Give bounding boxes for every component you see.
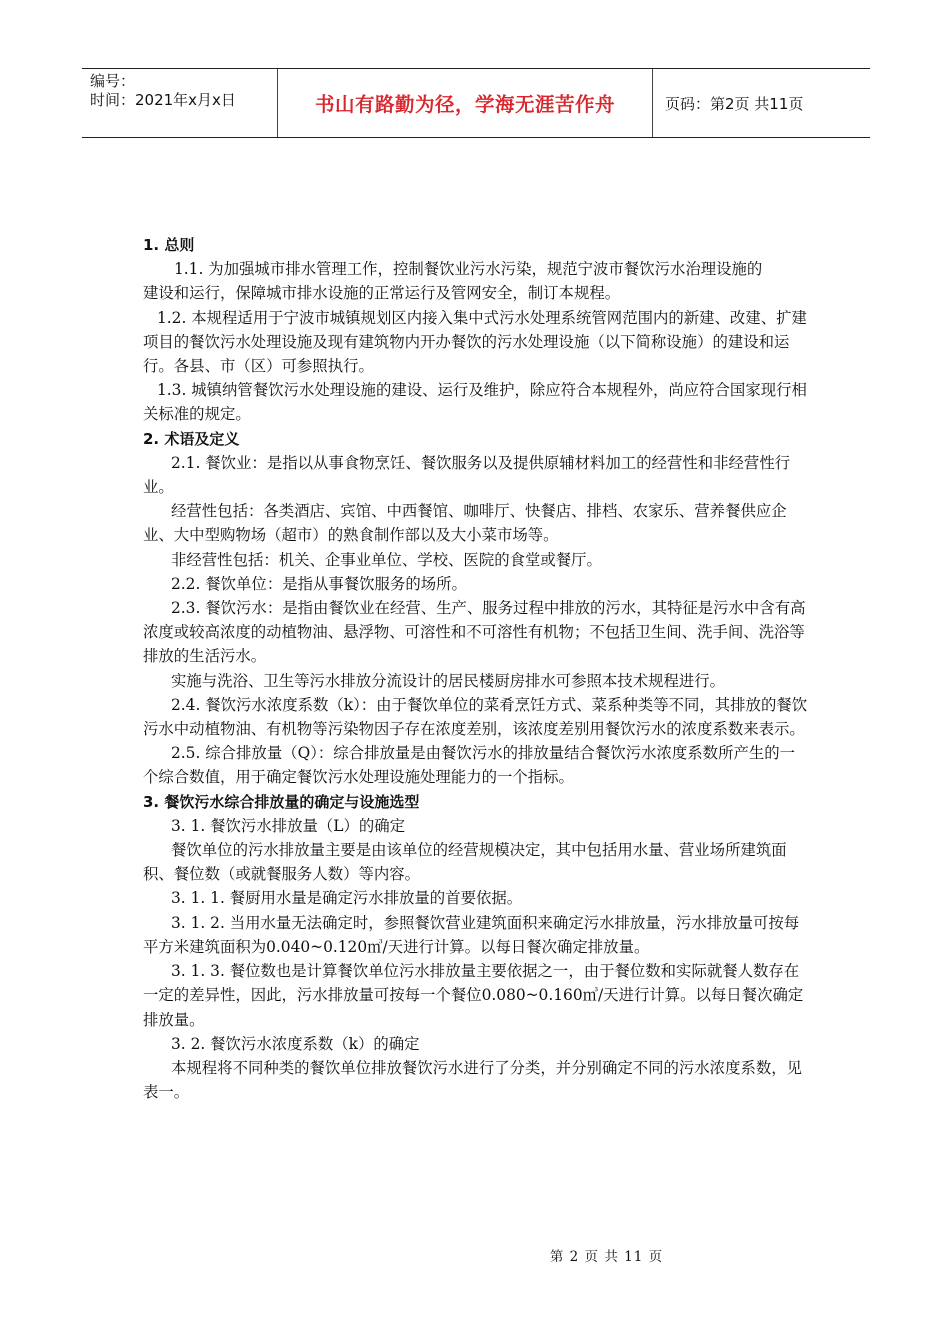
body-paragraph: 1.2. 本规程适用于宁波市城镇规划区内接入集中式污水处理系统管网范围内的新建、改建、扩建项目的餐饮污水处理设施及现有建筑物内开办餐饮的污水处理设施（以下简称设施）的建设和运行。各县、市（区）可参照执行。 (143, 308, 807, 376)
body-paragraph: 3. 1. 餐饮污水排放量（L）的确定 (171, 816, 406, 835)
header-meta (82, 69, 278, 137)
body-paragraph: 2.3. 餐饮污水：是指由餐饮业在经营、生产、服务过程中排放的污水，其特征是污水中含有高浓度或较高浓度的动植物油、悬浮物、可溶性和不可溶性有机物；不包括卫生间、洗手间、洗浴等排放的生活污水。 (143, 599, 806, 666)
section-heading: 2. 术语及定义 (143, 429, 240, 448)
page-footer: 第 2 页 共 11 页 (549, 1249, 664, 1265)
section-heading: 3. 餐饮污水综合排放量的确定与设施选型 (143, 792, 420, 811)
document-date: 时间：2021年x月x日 (90, 91, 236, 109)
body-paragraph: 3. 1. 3. 餐位数也是计算餐饮单位污水排放量主要依据之一，由于餐位数和实际就餐人数存在一定的差异性，因此，污水排放量可按每一个餐位0.080~0.160㎥/天进行计算。以每日餐次确定排放量。 (143, 962, 804, 1029)
page-header (82, 68, 870, 138)
document-number-label: 编号： (90, 72, 136, 90)
document-body (143, 233, 808, 1104)
body-paragraph: 实施与洗浴、卫生等污水排放分流设计的居民楼厨房排水可参照本技术规程进行。 (171, 671, 726, 690)
body-paragraph: 2.5. 综合排放量（Q）：综合排放量是由餐饮污水的排放量结合餐饮污水浓度系数所产生的一个综合数值，用于确定餐饮污水处理设施处理能力的一个指标。 (143, 744, 796, 787)
body-paragraph: 建设和运行，保障城市排水设施的正常运行及管网安全，制订本规程。 (143, 284, 621, 303)
body-paragraph: 非经营性包括：机关、企事业单位、学校、医院的食堂或餐厅。 (171, 550, 602, 569)
body-paragraph: 1.3. 城镇纳管餐饮污水处理设施的建设、运行及维护，除应符合本规程外，尚应符合国家现行相关标准的规定。 (143, 381, 807, 424)
section-heading: 1. 总则 (143, 236, 195, 254)
body-paragraph: 经营性包括：各类酒店、宾馆、中西餐馆、咖啡厅、快餐店、排档、农家乐、营养餐供应企业、大中型购物场（超市）的熟食制作部以及大小菜市场等。 (143, 502, 787, 545)
body-paragraph: 3. 2. 餐饮污水浓度系数（k）的确定 (171, 1034, 420, 1053)
body-paragraph: 2.2. 餐饮单位：是指从事餐饮服务的场所。 (171, 574, 467, 593)
body-paragraph: 3. 1. 1. 餐厨用水量是确定污水排放量的首要依据。 (171, 889, 523, 908)
body-paragraph: 2.4. 餐饮污水浓度系数（k）：由于餐饮单位的菜肴烹饪方式、菜系种类等不同，其排放的餐饮污水中动植物油、有机物等污染物因子存在浓度差别，该浓度差别用餐饮污水的浓度系数来表示。 (143, 695, 808, 739)
body-paragraph: 本规程将不同种类的餐饮单位排放餐饮污水进行了分类，并分别确定不同的污水浓度系数，见表一。 (143, 1058, 803, 1102)
body-paragraph: 餐饮单位的污水排放量主要是由该单位的经营规模决定，其中包括用水量、营业场所建筑面积、餐位数（或就餐服务人数）等内容。 (143, 841, 787, 884)
body-paragraph: 3. 1. 2. 当用水量无法确定时，参照餐饮营业建筑面积来确定污水排放量，污水排放量可按每平方米建筑面积为0.040~0.120㎥/天进行计算。以每日餐次确定排放量。 (143, 913, 800, 956)
body-paragraph: 2.1. 餐饮业：是指以从事食物烹饪、餐饮服务以及提供原辅材料加工的经营性和非经营性行业。 (143, 453, 791, 497)
header-motto: 书山有路勤为径，学海无涯苦作舟 (278, 69, 653, 137)
body-paragraph: 1.1. 为加强城市排水管理工作，控制餐饮业污水污染，规范宁波市餐饮污水治理设施的 (174, 260, 763, 279)
header-page-info: 页码：第2页 共11页 (665, 94, 804, 113)
